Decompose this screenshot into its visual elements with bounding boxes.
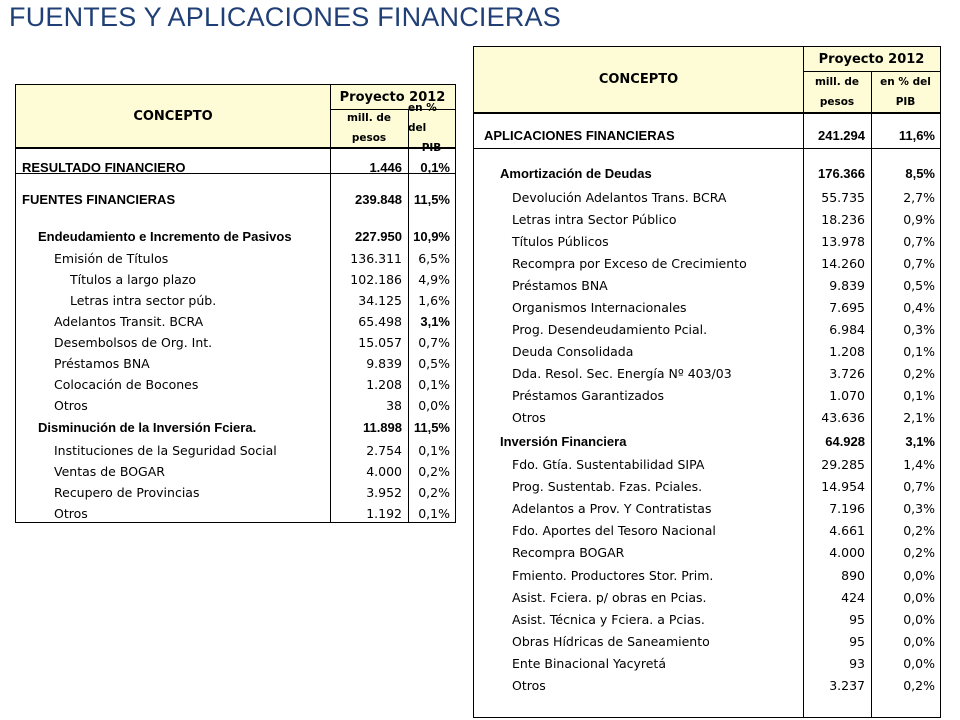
row-pesos-value: 1.446 <box>369 160 402 175</box>
row-label: Asist. Fciera. p/ obras en Pcias. <box>512 590 707 605</box>
row-pesos-value: 15.057 <box>358 335 402 350</box>
row-label: Disminución de la Inversión Fciera. <box>38 420 257 435</box>
table-row <box>16 312 455 332</box>
row-pib-value: 0,1% <box>420 160 450 175</box>
table-row <box>16 504 455 523</box>
row-pesos-value: 1.192 <box>366 506 402 521</box>
row-pib-value: 0,3% <box>903 501 935 516</box>
row-pesos-value: 9.839 <box>829 278 865 293</box>
row-pib-value: 0,2% <box>418 485 450 500</box>
row-label: Adelantos a Prov. Y Contratistas <box>512 501 712 516</box>
row-pesos-value: 2.754 <box>366 443 402 458</box>
row-label: Dda. Resol. Sec. Energía Nº 403/03 <box>512 366 732 381</box>
table-row <box>474 297 940 318</box>
table-row <box>16 333 455 353</box>
row-label: Letras intra Sector Público <box>512 212 677 227</box>
row-label: Otros <box>512 678 546 693</box>
row-label: Endeudamiento e Incremento de Pasivos <box>38 229 292 244</box>
row-pesos-value: 95 <box>849 634 865 649</box>
row-label: Recompra BOGAR <box>512 545 625 560</box>
row-pesos-value: 64.928 <box>825 434 865 449</box>
row-pesos-value: 241.294 <box>818 128 865 143</box>
row-pib-value: 2,1% <box>903 410 935 425</box>
row-pib-value: 0,5% <box>418 356 450 371</box>
table-row <box>16 270 455 290</box>
row-pesos-value: 93 <box>849 656 865 671</box>
project-header: Proyecto 2012 <box>803 47 940 72</box>
table-row <box>474 275 940 296</box>
row-label: FUENTES FINANCIERAS <box>22 192 176 207</box>
row-pesos-value: 4.000 <box>829 545 865 560</box>
pesos-header-line: mill. de <box>346 112 392 124</box>
table-row <box>474 253 940 274</box>
row-label: Títulos Públicos <box>512 234 609 249</box>
row-label: Fdo. Gtía. Sustentabilidad SIPA <box>512 457 705 472</box>
row-pib-value: 0,1% <box>418 377 450 392</box>
row-pib-value: 0,7% <box>903 479 935 494</box>
row-pib-value: 0,7% <box>903 256 935 271</box>
row-pib-value: 0,2% <box>418 464 450 479</box>
row-pesos-value: 4.661 <box>829 523 865 538</box>
table-row <box>16 249 455 269</box>
table-row <box>16 418 455 438</box>
row-pib-value: 0,0% <box>903 634 935 649</box>
row-pib-value: 0,2% <box>903 366 935 381</box>
row-label: Devolución Adelantos Trans. BCRA <box>512 190 727 205</box>
row-pib-value: 0,1% <box>903 344 935 359</box>
row-pib-value: 4,9% <box>418 272 450 287</box>
row-pib-value: 0,4% <box>903 300 935 315</box>
row-label: Recupero de Provincias <box>54 485 200 500</box>
row-pesos-value: 227.950 <box>355 229 402 244</box>
table-row <box>16 291 455 311</box>
row-pib-value: 0,1% <box>418 443 450 458</box>
page-title: FUENTES Y APLICACIONES FINANCIERAS <box>9 2 561 32</box>
table-row <box>474 498 940 519</box>
concept-header: CONCEPTO <box>598 72 679 87</box>
table-row <box>16 375 455 395</box>
table-row <box>16 396 455 416</box>
row-label: RESULTADO FINANCIERO <box>22 160 186 175</box>
row-pib-value: 10,9% <box>413 229 450 244</box>
row-pesos-value: 14.954 <box>821 479 865 494</box>
pib-header-line: PIB <box>895 95 916 108</box>
column-divider <box>871 71 872 112</box>
row-label: Deuda Consolidada <box>512 344 634 359</box>
row-label: Otros <box>54 398 88 413</box>
pib-header-line: PIB <box>421 142 442 154</box>
row-pesos-value: 65.498 <box>358 314 402 329</box>
table-row <box>16 190 455 210</box>
row-label: Colocación de Bocones <box>54 377 199 392</box>
row-pesos-value: 1.208 <box>829 344 865 359</box>
concept-header: CONCEPTO <box>133 108 213 124</box>
table-row <box>474 385 940 406</box>
table-row <box>474 431 940 452</box>
row-label: Títulos a largo plazo <box>70 272 197 287</box>
row-pesos-value: 136.311 <box>350 251 402 266</box>
row-pesos-value: 3.726 <box>829 366 865 381</box>
row-pesos-value: 55.735 <box>821 190 865 205</box>
row-label: Adelantos Transit. BCRA <box>54 314 204 329</box>
table-row <box>474 476 940 497</box>
row-pesos-value: 102.186 <box>350 272 402 287</box>
row-pesos-value: 9.839 <box>366 356 402 371</box>
pib-header <box>871 71 940 112</box>
pesos-header-line: mill. de <box>814 75 860 88</box>
row-label: Letras intra sector púb. <box>70 293 217 308</box>
table-row <box>474 675 940 696</box>
pib-header-line: en % del <box>408 102 437 134</box>
table-row <box>474 542 940 563</box>
pesos-header-line: pesos <box>351 132 387 144</box>
row-separator <box>474 148 940 149</box>
row-pesos-value: 1.208 <box>366 377 402 392</box>
pib-header-line: en % del <box>880 75 931 88</box>
row-pib-value: 11,5% <box>413 192 450 207</box>
table-row <box>474 163 940 184</box>
row-pesos-value: 18.236 <box>821 212 865 227</box>
table-row <box>474 454 940 475</box>
row-pib-value: 1,4% <box>903 457 935 472</box>
row-pib-value: 0,2% <box>903 678 935 693</box>
row-pib-value: 0,5% <box>903 278 935 293</box>
table-row <box>474 565 940 586</box>
table-row <box>474 520 940 541</box>
row-label: APLICACIONES FINANCIERAS <box>484 128 675 143</box>
row-pesos-value: 7.695 <box>829 300 865 315</box>
table-row <box>474 631 940 652</box>
table-row <box>474 319 940 340</box>
row-pesos-value: 890 <box>841 568 865 583</box>
pesos-header <box>330 109 408 147</box>
row-pib-value: 3,1% <box>905 434 935 449</box>
row-pesos-value: 43.636 <box>821 410 865 425</box>
row-pesos-value: 14.260 <box>821 256 865 271</box>
pesos-header-line: pesos <box>819 95 855 108</box>
row-label: Instituciones de la Seguridad Social <box>54 443 277 458</box>
row-pib-value: 0,0% <box>903 612 935 627</box>
table-row <box>474 187 940 208</box>
row-pib-value: 0,0% <box>903 590 935 605</box>
row-pib-value: 0,9% <box>903 212 935 227</box>
row-label: Recompra por Exceso de Crecimiento <box>512 256 747 271</box>
row-label: Ente Binacional Yacyretá <box>512 656 666 671</box>
row-pesos-value: 3.237 <box>829 678 865 693</box>
row-pesos-value: 424 <box>841 590 865 605</box>
row-pib-value: 11,5% <box>413 420 450 435</box>
row-pib-value: 1,6% <box>418 293 450 308</box>
column-divider <box>408 109 409 147</box>
row-pib-value: 8,5% <box>905 166 935 181</box>
row-label: Préstamos BNA <box>54 356 150 371</box>
row-label: Préstamos Garantizados <box>512 388 665 403</box>
row-pib-value: 0,2% <box>903 523 935 538</box>
row-pesos-value: 95 <box>849 612 865 627</box>
table-row <box>474 209 940 230</box>
pesos-header <box>803 71 871 112</box>
row-pib-value: 0,0% <box>903 656 935 671</box>
project-header: Proyecto 2012 <box>330 85 455 110</box>
row-pesos-value: 4.000 <box>366 464 402 479</box>
row-label: Amortización de Deudas <box>500 166 652 181</box>
row-pib-value: 0,7% <box>418 335 450 350</box>
table-row <box>16 158 455 178</box>
table-row <box>474 125 940 146</box>
row-label: Fmiento. Productores Stor. Prim. <box>512 568 714 583</box>
row-label: Obras Hídricas de Saneamiento <box>512 634 710 649</box>
row-pib-value: 0,3% <box>903 322 935 337</box>
row-label: Fdo. Aportes del Tesoro Nacional <box>512 523 716 538</box>
table-row <box>474 231 940 252</box>
row-pib-value: 2,7% <box>903 190 935 205</box>
row-pib-value: 0,0% <box>903 568 935 583</box>
row-pib-value: 0,2% <box>903 545 935 560</box>
table-row <box>474 587 940 608</box>
table-row <box>16 441 455 461</box>
row-pib-value: 0,0% <box>418 398 450 413</box>
table-row <box>16 483 455 503</box>
row-pesos-value: 34.125 <box>358 293 402 308</box>
row-pesos-value: 1.070 <box>829 388 865 403</box>
table-header <box>474 47 940 114</box>
applications-table <box>473 46 941 718</box>
column-divider <box>330 85 331 147</box>
table-row <box>16 354 455 374</box>
pib-header <box>408 102 455 154</box>
table-row <box>474 363 940 384</box>
row-label: Prog. Desendeudamiento Pcial. <box>512 322 708 337</box>
table-row <box>474 653 940 674</box>
table-row <box>474 407 940 428</box>
row-pib-value: 6,5% <box>418 251 450 266</box>
row-label: Prog. Sustentab. Fzas. Pciales. <box>512 479 703 494</box>
column-divider <box>803 47 804 112</box>
row-label: Inversión Financiera <box>500 434 627 449</box>
table-row <box>16 227 455 247</box>
row-label: Asist. Técnica y Fciera. a Pcias. <box>512 612 705 627</box>
row-pesos-value: 29.285 <box>821 457 865 472</box>
row-label: Otros <box>512 410 546 425</box>
row-pesos-value: 3.952 <box>366 485 402 500</box>
sources-table <box>15 84 456 523</box>
table-row <box>474 341 940 362</box>
row-pesos-value: 6.984 <box>829 322 865 337</box>
row-label: Emisión de Títulos <box>54 251 169 266</box>
row-pesos-value: 11.898 <box>362 420 402 435</box>
row-pib-value: 11,6% <box>898 128 935 143</box>
row-label: Préstamos BNA <box>512 278 608 293</box>
row-label: Organismos Internacionales <box>512 300 687 315</box>
row-pesos-value: 7.196 <box>829 501 865 516</box>
row-pesos-value: 38 <box>386 398 402 413</box>
row-pesos-value: 176.366 <box>818 166 865 181</box>
row-pesos-value: 13.978 <box>821 234 865 249</box>
table-row <box>16 462 455 482</box>
row-pib-value: 3,1% <box>420 314 450 329</box>
row-pib-value: 0,1% <box>418 506 450 521</box>
row-label: Ventas de BOGAR <box>54 464 165 479</box>
row-pesos-value: 239.848 <box>355 192 402 207</box>
table-header <box>16 85 455 154</box>
row-label: Desembolsos de Org. Int. <box>54 335 213 350</box>
row-pib-value: 0,7% <box>903 234 935 249</box>
row-pib-value: 0,1% <box>903 388 935 403</box>
table-row <box>474 609 940 630</box>
row-label: Otros <box>54 506 88 521</box>
